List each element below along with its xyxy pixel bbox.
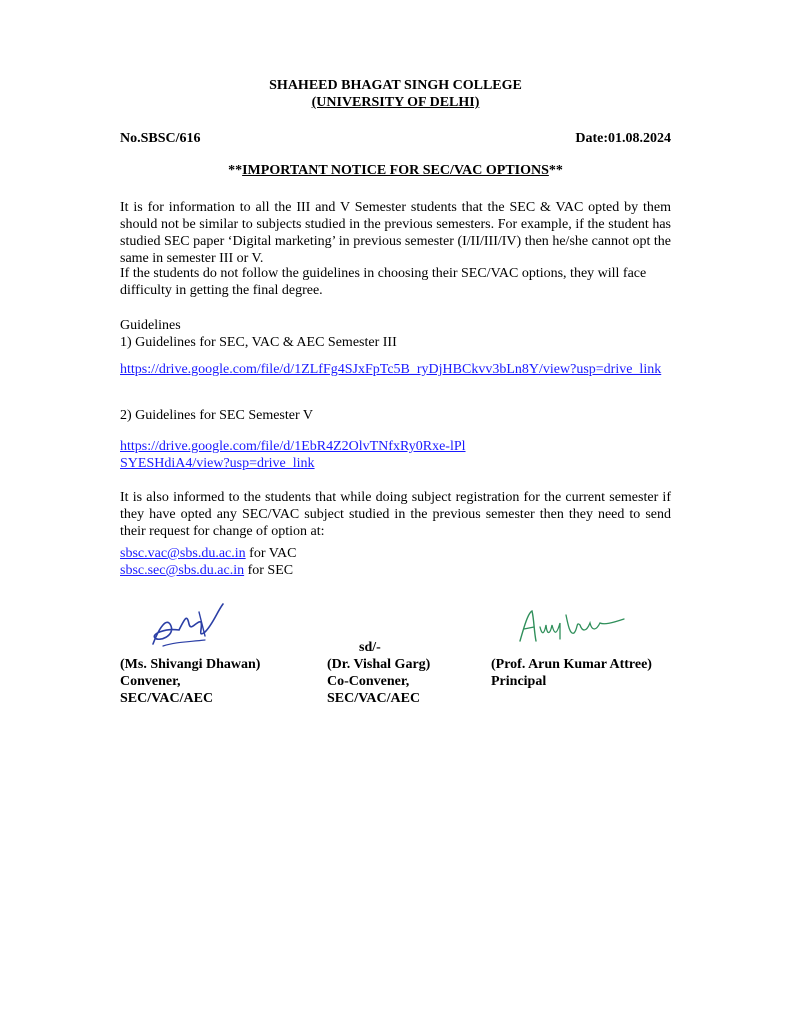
notice-date: Date:01.08.2024 — [575, 131, 671, 146]
college-name: SHAHEED BHAGAT SINGH COLLEGE — [269, 78, 522, 93]
title-prefix: ** — [228, 163, 243, 178]
title-main: IMPORTANT NOTICE FOR SEC/VAC OPTIONS — [242, 163, 549, 178]
notice-paragraph-1: It is for information to all the III and V Semester students that the SEC & VAC opted by them should not be similar to subjects studied in the previous semesters. For example, if the student has studied SEC paper ‘Digital marketing’ in previous semester (I/II/III/IV) then he/she cannot opt the same in semester III or V. — [120, 200, 671, 266]
university-name: (UNIVERSITY OF DELHI) — [311, 95, 480, 110]
email-vac-suffix: for VAC — [245, 546, 297, 561]
co-convener-dept: SEC/VAC/AEC — [327, 691, 421, 706]
guideline-1-link[interactable]: https://drive.google.com/file/d/1ZLfFg4SJxFpTc5B_ryDjHBCkvv3bLn8Y/view?usp=drive_link — [120, 362, 662, 377]
signatory-co-convener — [327, 656, 430, 707]
co-convener-name: (Dr. Vishal Garg) — [327, 657, 431, 672]
convener-dept: SEC/VAC/AEC — [120, 691, 214, 706]
email-sec-link[interactable]: sbsc.sec@sbs.du.ac.in — [120, 563, 245, 578]
email-vac-line — [120, 545, 296, 562]
guideline-1-label: 1) Guidelines for SEC, VAC & AEC Semester III — [120, 335, 397, 350]
co-convener-role: Co-Convener, — [327, 674, 410, 689]
notice-title — [0, 163, 791, 179]
convener-name: (Ms. Shivangi Dhawan) — [120, 657, 261, 672]
notice-paragraph-3: It is also informed to the students that while doing subject registration for the current semester if they have opted any SEC/VAC subject studied in the previous semester then they need to send their request for change of option at: — [120, 490, 671, 539]
email-sec-suffix: for SEC — [244, 563, 294, 578]
convener-role: Convener, — [120, 674, 181, 689]
guideline-2-label: 2) Guidelines for SEC Semester V — [120, 408, 313, 423]
signatory-principal — [491, 656, 652, 690]
notice-paragraph-2: If the students do not follow the guidelines in choosing their SEC/VAC options, they will face difficulty in getting the final degree. — [120, 266, 647, 298]
reference-number: No.SBSC/616 — [120, 131, 201, 146]
convener-signature — [145, 598, 235, 652]
guideline-2-link[interactable]: https://drive.google.com/file/d/1EbR4Z2OlvTNfxRy0Rxe-lPlSYESHdiA4/view?usp=drive_link — [120, 439, 466, 471]
email-sec-line — [120, 562, 293, 579]
sd-mark: sd/- — [359, 640, 381, 655]
principal-role: Principal — [491, 674, 547, 689]
guidelines-heading: Guidelines — [120, 318, 181, 333]
title-suffix: ** — [548, 163, 563, 178]
principal-name: (Prof. Arun Kumar Attree) — [491, 657, 652, 672]
principal-signature — [516, 605, 628, 647]
signatory-convener — [120, 656, 260, 707]
email-vac-link[interactable]: sbsc.vac@sbs.du.ac.in — [120, 546, 246, 561]
